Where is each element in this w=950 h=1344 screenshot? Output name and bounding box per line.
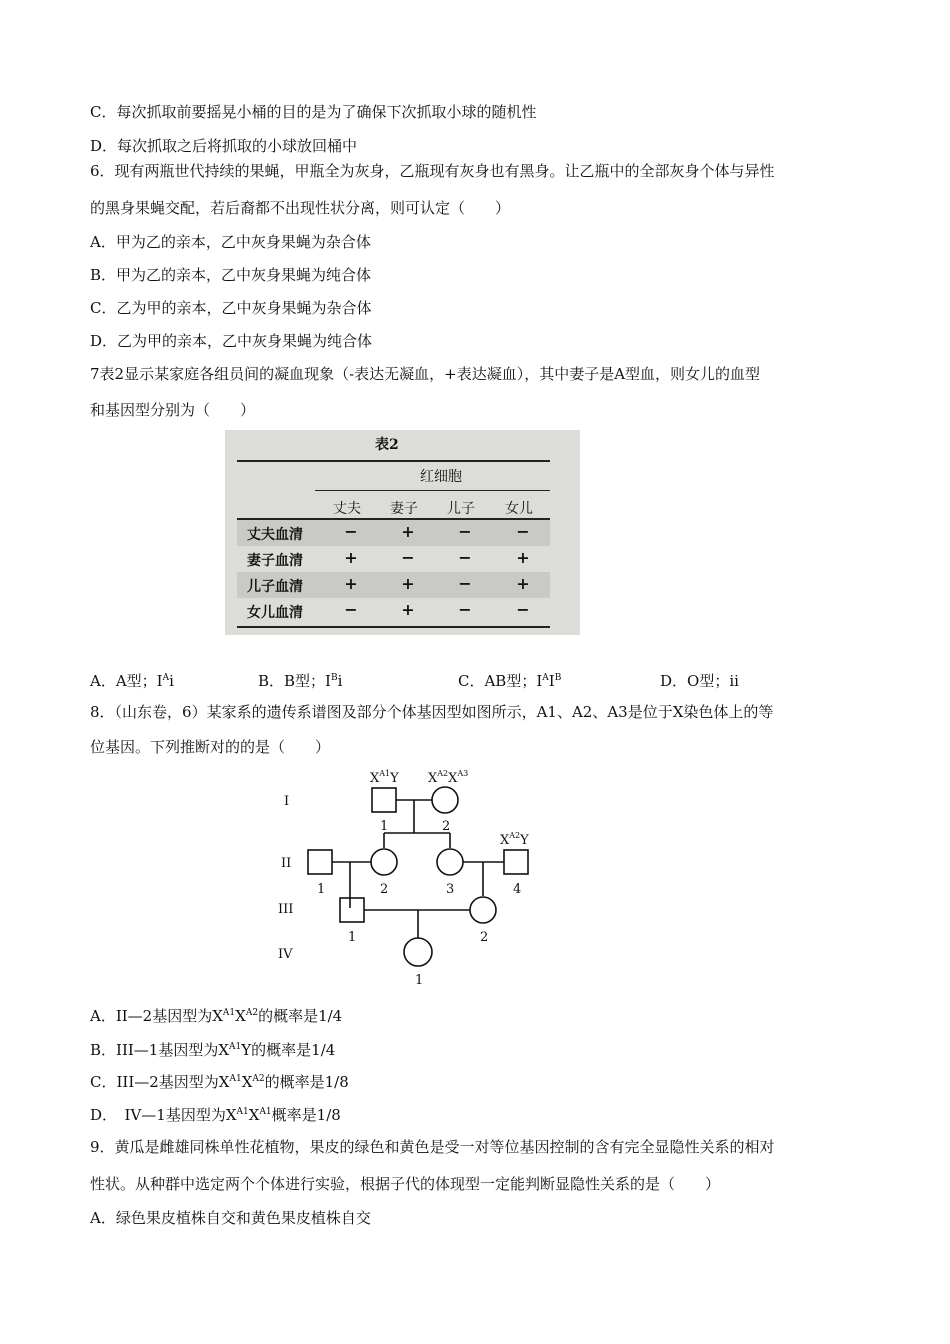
option-a: A．II—2基因型为$X^{A1}X^{A2}$的概率是1/4 [90,1007,343,1025]
table-rule [237,626,550,628]
individual-number: 2 [442,819,451,834]
table-cell: + [401,522,415,541]
pedigree-male-III1 [340,898,364,922]
text-line: C．每次抓取前要摇晃小桶的目的是为了确保下次抓取小球的随机性 [90,103,537,121]
generation-label: II [281,856,292,871]
option-b: B．B型；$I^Bi$ [258,672,343,690]
genotype-label: $X^{A1}Y$ [370,769,399,786]
individual-number: 1 [348,930,357,945]
table-row [237,546,550,572]
table-cell: − [516,600,530,619]
table-rule [237,460,550,462]
pedigree-diagram [270,760,570,990]
option-a: A．A型；$I^Ai$ [90,672,174,690]
question-8: 8．（山东卷，6）某家系的遗传系谱图及部分个体基因型如图所示，A1、A2、A3是位于X染色体上的等 [90,703,774,721]
option-b: B．III—1基因型为$X^{A1}Y$的概率是1/4 [90,1041,336,1059]
question-6: 6．现有两瓶世代持续的果蝇，甲瓶全为灰身，乙瓶现有灰身也有黑身。让乙瓶中的全部灰身个体与异性 [90,162,775,180]
pedigree-female-IV1 [404,938,432,966]
table-cell: − [344,600,358,619]
text-line: 的黑身果蝇交配，若后裔都不出现性状分离，则可认定（ ） [90,199,511,217]
individual-number: 2 [380,882,389,897]
option-d: D．O型；ii [660,672,739,690]
genotype-label: $X^{A2}Y$ [500,831,529,848]
individual-number: 1 [380,819,389,834]
generation-label: IV [278,947,293,962]
pedigree-female-I2 [432,787,458,813]
option: A．绿色果皮植株自交和黄色果皮植株自交 [90,1209,371,1227]
genotype-label: $X^{A2}X^{A3}$ [428,769,469,786]
pedigree-male-II1 [308,850,332,874]
individual-number: 1 [415,973,424,988]
option: D．乙为甲的亲本，乙中灰身果蝇为纯合体 [90,332,373,350]
table-cell: + [401,600,415,619]
generation-label: III [278,902,294,917]
table-cell: − [458,522,472,541]
pedigree-male-II4 [504,850,528,874]
table-cell: − [458,600,472,619]
col-header: 丈夫 [333,501,361,517]
q7-options [90,670,910,690]
question-7: 7表2显示某家庭各组员间的凝血现象（-表达无凝血，+表达凝血），其中妻子是A型血，则女儿的血型 [90,365,761,383]
question-9: 9．黄瓜是雌雄同株单性花植物，果皮的绿色和黄色是受一对等位基因控制的含有完全显隐性关系的相对 [90,1138,775,1156]
option: C．乙为甲的亲本，乙中灰身果蝇为杂合体 [90,299,372,317]
row-label: 妻子血清 [247,553,303,569]
table-row [237,520,550,546]
text-line: 位基因。下列推断对的的是（ ） [90,738,331,756]
option: A．甲为乙的亲本，乙中灰身果蝇为杂合体 [90,233,371,251]
table-cell: + [344,548,358,567]
col-header: 妻子 [390,501,418,517]
row-label: 丈夫血清 [247,527,303,543]
table-cell: − [401,548,415,567]
option: B．甲为乙的亲本，乙中灰身果蝇为纯合体 [90,266,372,284]
option-c: C．AB型；$I^AI^B$ [458,672,562,690]
row-label: 儿子血清 [247,579,303,595]
col-header: 女儿 [505,501,533,517]
pedigree-female-II3 [437,849,463,875]
text-line: 和基因型分别为（ ） [90,401,256,419]
table-rule [315,490,550,491]
table-cell: − [458,574,472,593]
table-cell: + [401,574,415,593]
table-cell: − [516,522,530,541]
individual-number: 4 [513,882,522,897]
table-cell: − [344,522,358,541]
pedigree-male-I1 [372,788,396,812]
individual-number: 1 [317,882,326,897]
pedigree-female-II2 [371,849,397,875]
individual-number: 2 [480,930,489,945]
table-cell: + [516,574,530,593]
table-row [237,572,550,598]
table-cell: + [516,548,530,567]
table-2-image [225,430,580,635]
col-header: 儿子 [447,501,475,517]
generation-label: I [284,794,290,809]
table-cell: − [458,548,472,567]
option-d: D． IV—1基因型为$X^{A1}X^{A1}$概率是1/8 [90,1106,341,1124]
table-cell: + [344,574,358,593]
text-line: 性状。从种群中选定两个个体进行实验，根据子代的体现型一定能判断显隐性关系的是（ ） [90,1175,721,1193]
option-c: C．III—2基因型为$X^{A1}X^{A2}$的概率是1/8 [90,1073,349,1091]
individual-number: 3 [446,882,455,897]
text-line: D．每次抓取之后将抓取的小球放回桶中 [90,137,358,155]
table-row [237,598,550,624]
table-header: 红细胞 [420,469,462,485]
row-label: 女儿血清 [247,605,303,621]
pedigree-female-III2 [470,897,496,923]
table-title: 表2 [375,437,399,453]
